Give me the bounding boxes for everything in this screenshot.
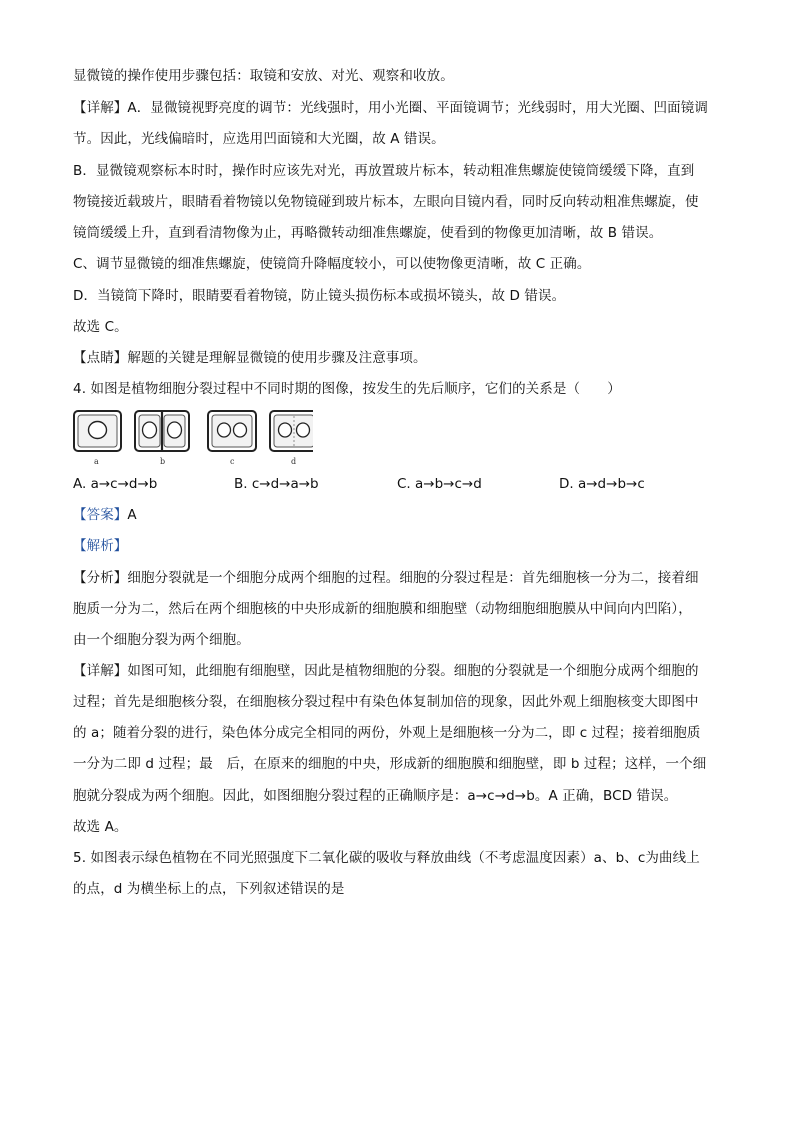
text-span: 细胞分裂就是一个细胞分成两个细胞的过程。细胞的分裂过程是：首先细胞核一分为二，接着细 (127, 570, 699, 586)
text-line: 显微镜的操作使用步骤包括：取镜和安放、对光、观察和收放。 (73, 68, 454, 84)
caption-a: a (94, 457, 99, 466)
answer-value: A (127, 507, 137, 523)
text-line: 物镜接近载玻片，眼睛看着物镜以免物镜碰到玻片标本，左眼向目镜内看，同时反向转动粗准焦螺旋，使 (73, 194, 699, 210)
text-line: 节。因此，光线偏暗时，应选用凹面镜和大光圈，故 A 错误。 (73, 131, 445, 147)
option-d: D. a→d→b→c (559, 476, 645, 492)
option-b: B. c→d→a→b (234, 476, 319, 492)
text-line (73, 661, 733, 681)
cell-c (208, 411, 256, 451)
option-a: A. a→c→d→b (73, 476, 158, 492)
text-line: 由一个细胞分裂为两个细胞。 (73, 632, 250, 648)
question-5-stem: 5. 如图表示绿色植物在不同光照强度下二氧化碳的吸收与释放曲线（不考虑温度因素）a、b、c为曲线上 (73, 850, 700, 866)
answer-tag: 【答案】 (73, 507, 128, 523)
question-4-stem: 4. 如图是植物细胞分裂过程中不同时期的图像，按发生的先后顺序，它们的关系是（ ） (73, 381, 621, 397)
text-line: 的 a；随着分裂的进行，染色体分成完全相同的两份，外观上是细胞核一分为二，即 c 过程；接着细胞质 (73, 725, 701, 741)
option-c: C. a→b→c→d (397, 476, 482, 492)
cell-b (135, 411, 189, 451)
text-line: 过程；首先是细胞核分裂，在细胞核分裂过程中有染色体复制加倍的现象，因此外观上细胞核变大即图中 (73, 694, 699, 710)
cell-d (270, 411, 313, 451)
text-line: B．显微镜观察标本时时，操作时应该先对光，再放置玻片标本，转动粗准焦螺旋使镜筒缓缓下降，直到 (73, 163, 695, 179)
analysis-tag: 【解析】 (73, 538, 128, 554)
text-line: 故选 A。 (73, 819, 128, 835)
cell-division-figure (73, 410, 313, 470)
cell-division-image (73, 410, 313, 470)
caption-b: b (160, 457, 166, 466)
text-line (73, 98, 733, 118)
text-line (73, 348, 733, 368)
text-line (73, 568, 733, 588)
answer-line (73, 505, 733, 525)
text-span: A．显微镜视野亮度的调节：光线强时，用小光圈、平面镜调节；光线弱时，用大光圈、凹面镜调 (127, 100, 708, 116)
text-line: 一分为二即 d 过程；最 后，在原来的细胞的中央，形成新的细胞膜和细胞壁，即 b 过程；这样，一个细 (73, 756, 707, 772)
text-line: 胞质一分为二，然后在两个细胞核的中央形成新的细胞膜和细胞壁（动物细胞细胞膜从中间向内凹陷）， (73, 601, 692, 617)
cell-a (74, 411, 121, 451)
text-line: 故选 C。 (73, 319, 128, 335)
text-span: 解题的关键是理解显微镜的使用步骤及注意事项。 (127, 350, 427, 366)
caption-d: d (291, 457, 297, 466)
text-line: C、调节显微镜的细准焦螺旋，使镜筒升降幅度较小，可以使物像更清晰，故 C 正确。 (73, 256, 591, 272)
text-line: D．当镜筒下降时，眼睛要看着物镜，防止镜头损伤标本或损坏镜头，故 D 错误。 (73, 288, 566, 304)
caption-c: c (230, 457, 235, 466)
section-tag-detail: 【详解】 (73, 663, 128, 679)
text-line: 胞就分裂成为两个细胞。因此，如图细胞分裂过程的正确顺序是：a→c→d→b。A 正确，BCD 错误。 (73, 788, 678, 804)
text-span: 如图可知，此细胞有细胞壁，因此是植物细胞的分裂。细胞的分裂就是一个细胞分成两个细胞的 (127, 663, 699, 679)
section-tag-tip: 【点睛】 (73, 350, 128, 366)
text-line: 镜筒缓缓上升，直到看清物像为止，再略微转动细准焦螺旋，使看到的物像更加清晰，故 B 错误。 (73, 225, 663, 241)
section-tag-detail: 【详解】 (73, 100, 128, 116)
section-tag-analysis: 【分析】 (73, 570, 128, 586)
question-5-stem-cont: 的点，d 为横坐标上的点，下列叙述错误的是 (73, 881, 345, 897)
